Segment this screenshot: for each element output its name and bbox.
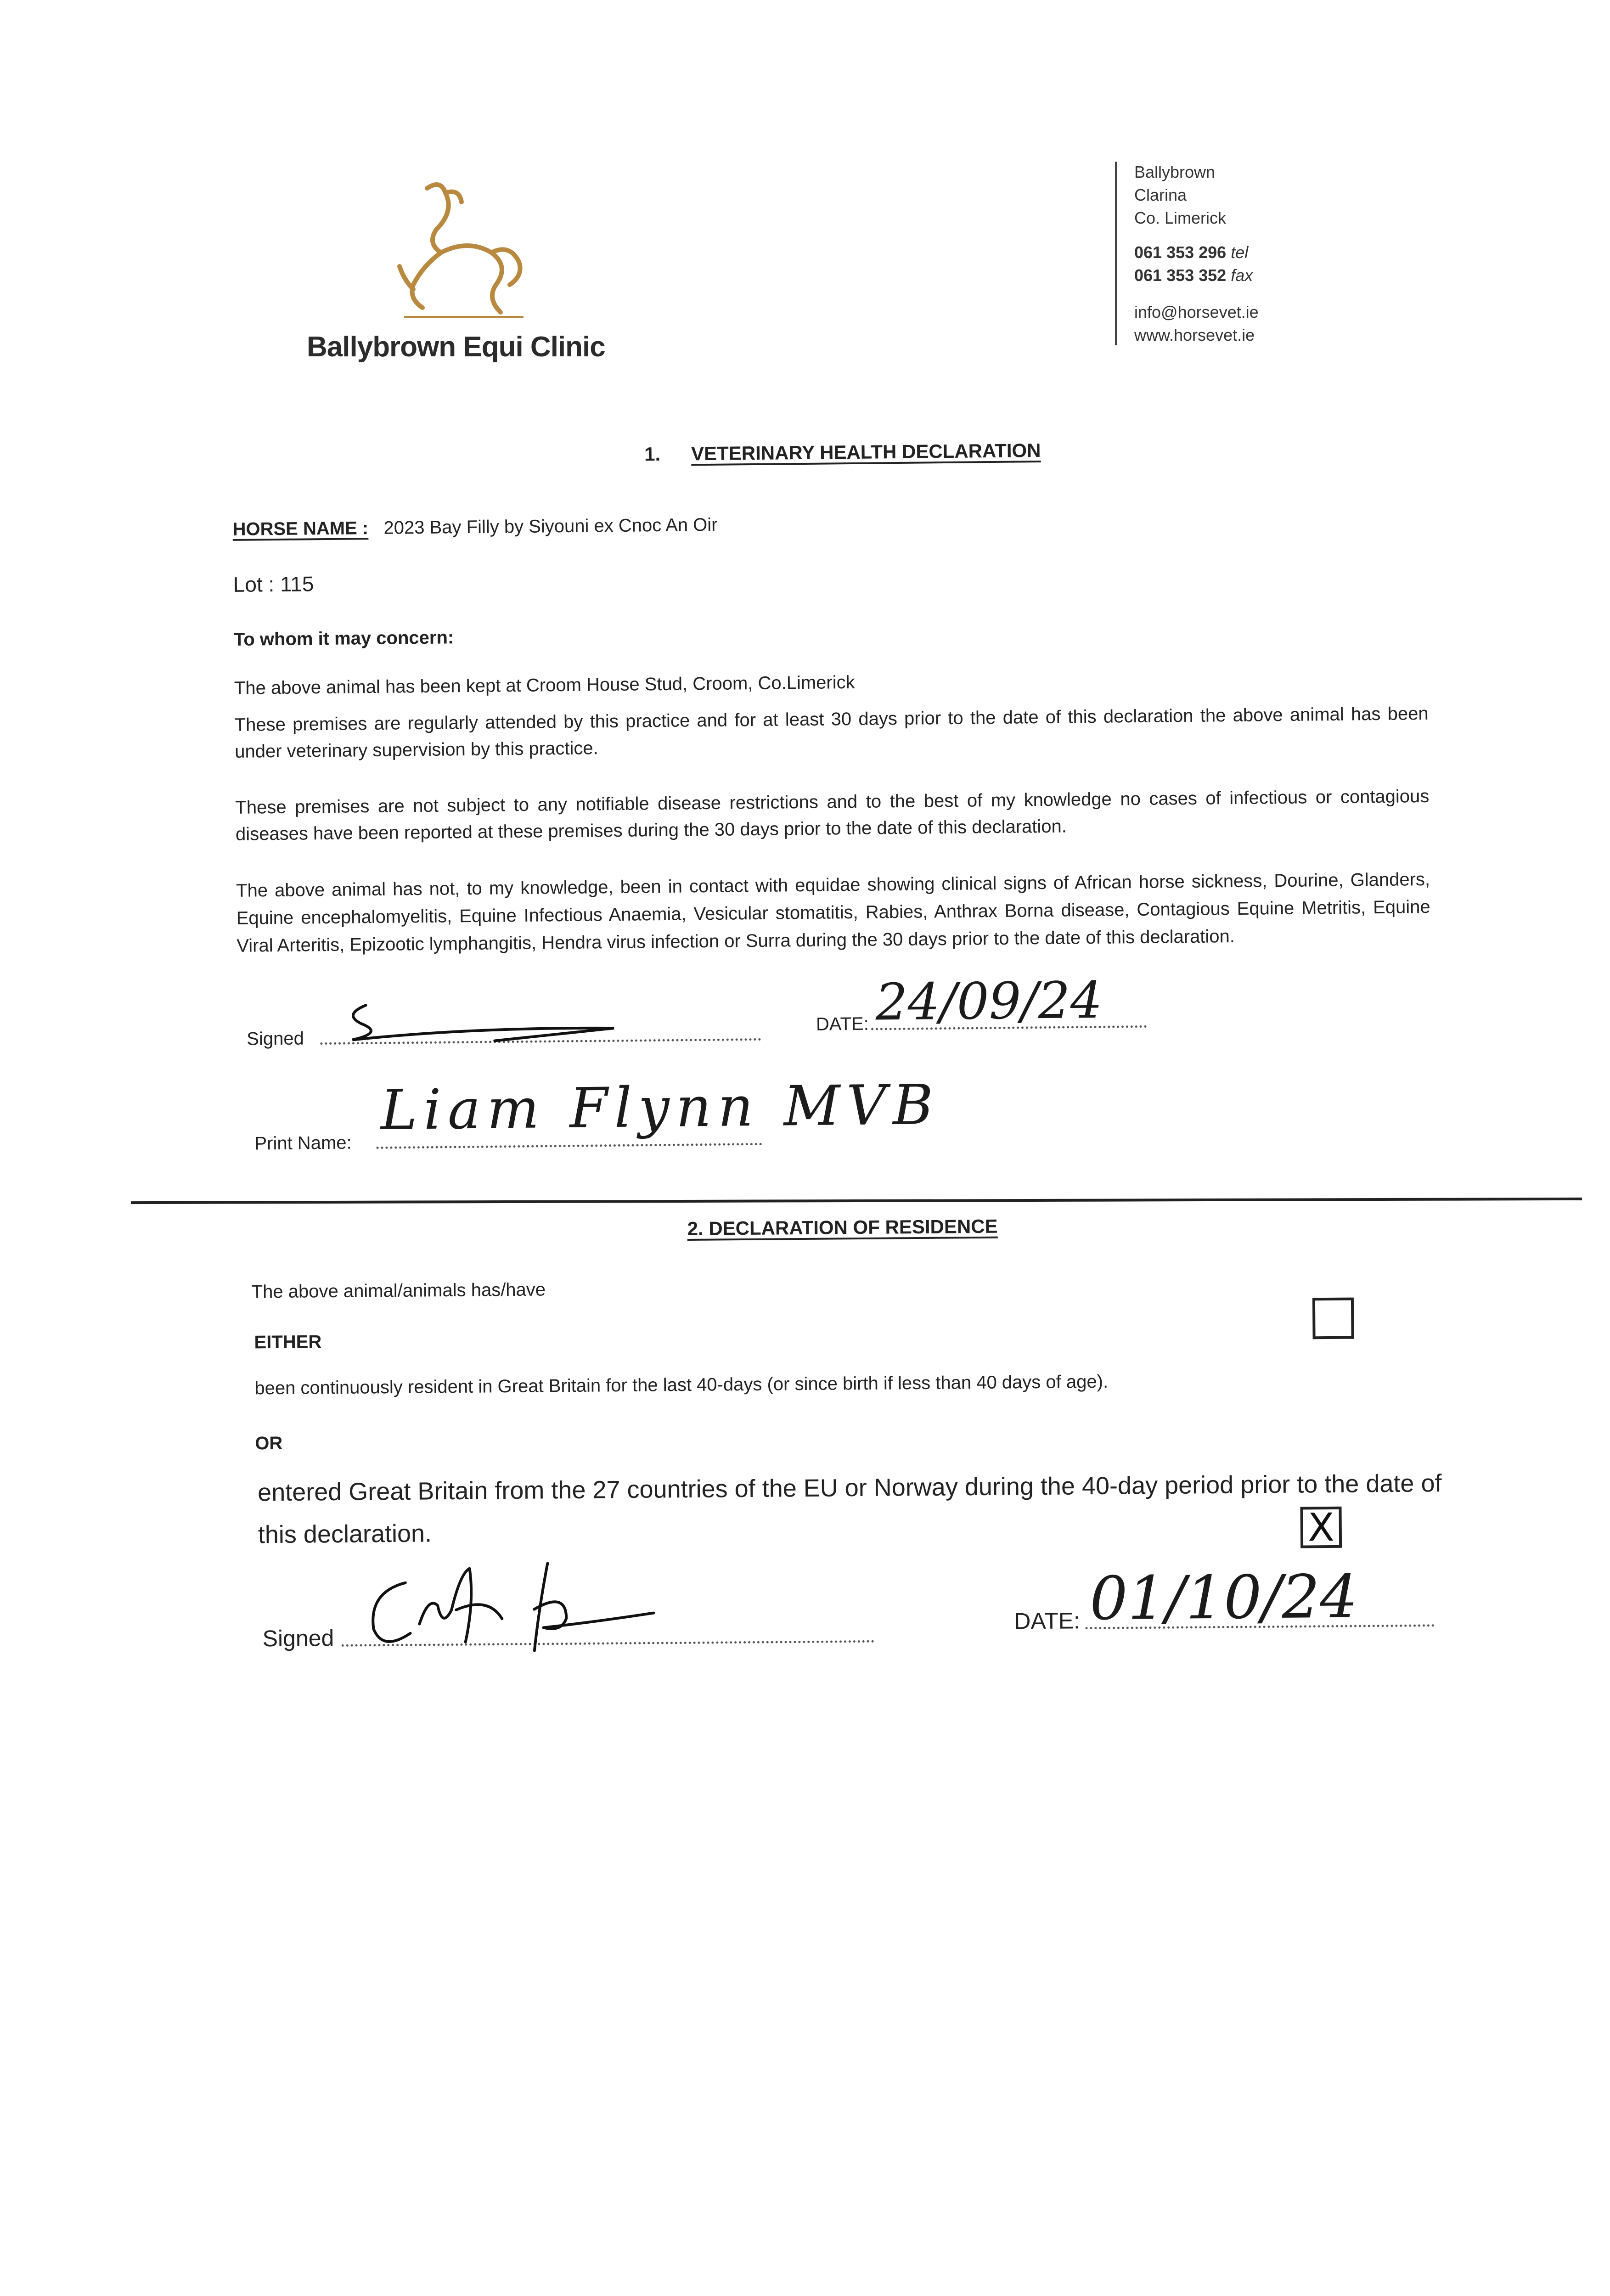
paragraph-premises: The above animal has been kept at Croom House Stud, Croom, Co.Limerick (234, 672, 855, 698)
clinic-name: Ballybrown Equi Clinic (307, 331, 605, 363)
fax-label: fax (1231, 266, 1253, 285)
horse-name-value: 2023 Bay Filly by Siyouni ex Cnoc An Oir (383, 514, 718, 538)
email-address: info@horsevet.ie (1134, 303, 1259, 321)
lot-number: Lot : 115 (233, 572, 314, 597)
paragraph-restrictions: These premises are not subject to any notifiable disease restrictions and to the best of my knowledge no cases of infectious or contagious diseases have been reported at these premises during the 30 days prior to the date of this declaration. (235, 786, 1430, 844)
fax-number: 061 353 352 (1134, 266, 1227, 285)
date-value-1: 24/09/24 (875, 970, 1103, 1032)
signed-label-2: Signed (262, 1625, 334, 1652)
date-label-1: DATE: (816, 1013, 869, 1035)
date-label-2: DATE: (1014, 1608, 1081, 1634)
website-address: www.horsevet.ie (1134, 326, 1255, 344)
salutation: To whom it may concern: (233, 627, 454, 650)
residence-intro: The above animal/animals has/have (251, 1279, 546, 1302)
owner-signature (350, 1553, 672, 1656)
address-line-1: Ballybrown (1134, 163, 1216, 181)
option2-checkbox[interactable]: X (1300, 1507, 1342, 1548)
paragraph-supervision: These premises are regularly attended by this practice and for at least 30 days prior to the date of this declaration the above animal has been under veterinary supervision by this practice. (234, 703, 1429, 762)
option1-checkbox[interactable] (1312, 1298, 1354, 1339)
print-name-label: Print Name: (254, 1132, 352, 1154)
section1-number: 1. (644, 443, 661, 465)
print-name-value: Liam Flynn MVB (380, 1073, 940, 1142)
paragraph-contact: The above animal has not, to my knowledge, been in contact with equidae showing clinical signs of African horse sickness, Dourine, Glanders, Equine encephalomyelitis, Equine Infectious Anaemia, Vesicular stomatitis, Rabies, Anthrax Borna disease, Contagious Equine Metritis, Equine Viral Arteritis, Epizootic lymphangitis, Hendra virus infection or Surra during the 30 days prior to the date of this declaration. (236, 869, 1430, 956)
phone-number: 061 353 296 (1134, 243, 1227, 262)
phone-label: tel (1231, 243, 1249, 262)
section2-title: 2. DECLARATION OF RESIDENCE (687, 1215, 998, 1239)
signed-label-1: Signed (247, 1028, 304, 1049)
or-label: OR (255, 1433, 283, 1454)
either-label: EITHER (254, 1332, 322, 1353)
address-line-2: Clarina (1134, 186, 1187, 204)
horse-name-label: HORSE NAME : (232, 518, 369, 540)
option1-text: been continuously resident in Great Britain for the last 40-days (or since birth if less than 40 days of age). (254, 1371, 1109, 1399)
option2-text: entered Great Britain from the 27 countries of the EU or Norway during the 40-day period prior to the date of this declaration. (257, 1469, 1442, 1549)
date-value-2: 01/10/24 (1089, 1561, 1358, 1634)
address-line-3: Co. Limerick (1134, 208, 1227, 227)
section1-title: VETERINARY HEALTH DECLARATION (691, 439, 1041, 465)
